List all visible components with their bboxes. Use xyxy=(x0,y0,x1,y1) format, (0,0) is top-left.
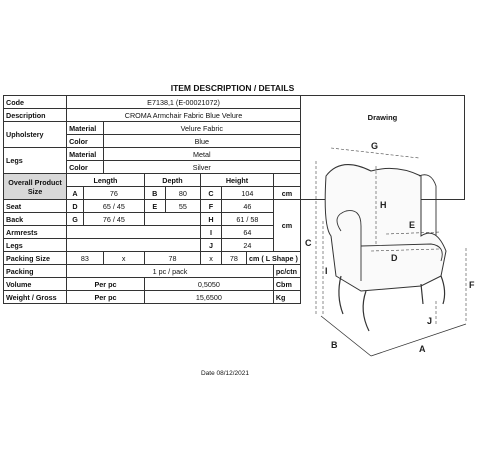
drawing-letter-e: E xyxy=(408,220,415,230)
key-f: F xyxy=(201,200,222,213)
code-value: E7138,1 (E-00021072) xyxy=(67,96,301,109)
armchair-dimension-drawing xyxy=(301,116,481,356)
upholstery-color-value: Blue xyxy=(103,135,300,148)
drawing-label: Drawing xyxy=(367,113,398,122)
packing-height: 78 xyxy=(221,252,246,265)
height-header: Height xyxy=(201,174,274,187)
key-a: A xyxy=(67,187,84,200)
packing-size-unit: cm ( L Shape ) xyxy=(246,252,300,265)
key-i: I xyxy=(201,226,222,239)
upholstery-color-label: Color xyxy=(67,135,103,148)
depth-header: Depth xyxy=(144,174,200,187)
value-j: 24 xyxy=(221,239,273,252)
packing-value: 1 pc / pack xyxy=(67,265,274,278)
volume-unit: Cbm xyxy=(273,278,300,291)
weight-unit: Kg xyxy=(273,291,300,304)
weight-label: Weight / Gross xyxy=(4,291,67,304)
drawing-letter-b: B xyxy=(330,340,338,350)
overall-size-label: Overall Product Size xyxy=(4,174,67,200)
drawing-letter-d: D xyxy=(390,253,398,263)
seat-label: Seat xyxy=(4,200,67,213)
key-b: B xyxy=(144,187,165,200)
key-c: C xyxy=(201,187,222,200)
value-g: 76 / 45 xyxy=(83,213,144,226)
drawing-letter-g: G xyxy=(370,141,378,151)
value-b: 80 xyxy=(165,187,200,200)
value-d: 65 / 45 xyxy=(83,200,144,213)
legs-material-value: Metal xyxy=(103,148,300,161)
value-e: 55 xyxy=(165,200,200,213)
back-label: Back xyxy=(4,213,67,226)
legs-material-label: Material xyxy=(67,148,103,161)
upholstery-material-value: Velure Fabric xyxy=(103,122,300,135)
unit-cm-overall: cm xyxy=(273,187,300,200)
volume-label: Volume xyxy=(4,278,67,291)
sheet-title: ITEM DESCRIPTION / DETAILS xyxy=(170,83,295,93)
blank-cell xyxy=(67,239,201,252)
value-a: 76 xyxy=(83,187,144,200)
drawing-letter-j: J xyxy=(426,316,432,326)
legs-dim-label: Legs xyxy=(4,239,67,252)
blank-cell xyxy=(67,226,201,239)
upholstery-label: Upholstery xyxy=(4,122,67,148)
legs-color-label: Color xyxy=(67,161,103,174)
packing-label: Packing xyxy=(4,265,67,278)
length-header: Length xyxy=(67,174,145,187)
key-e: E xyxy=(144,200,165,213)
value-i: 64 xyxy=(221,226,273,239)
weight-per-pc: Per pc xyxy=(67,291,145,304)
volume-per-pc: Per pc xyxy=(67,278,145,291)
legs-label: Legs xyxy=(4,148,67,174)
armrests-label: Armrests xyxy=(4,226,67,239)
upholstery-material-label: Material xyxy=(67,122,103,135)
value-c: 104 xyxy=(221,187,273,200)
drawing-letter-c: C xyxy=(304,238,312,248)
drawing-panel xyxy=(300,96,475,354)
packing-length: 83 xyxy=(67,252,103,265)
packing-width: 78 xyxy=(144,252,200,265)
key-d: D xyxy=(67,200,84,213)
document-date: Date 08/12/2021 xyxy=(200,370,250,377)
drawing-letter-h: H xyxy=(379,200,387,210)
packing-x2: x xyxy=(201,252,222,265)
chair-outline xyxy=(325,165,446,291)
weight-value: 15,6500 xyxy=(144,291,273,304)
description-value: CROMA Armchair Fabric Blue Velure xyxy=(67,109,301,122)
unit-cm-parts: cm xyxy=(273,200,300,252)
key-j: J xyxy=(201,239,222,252)
description-label: Description xyxy=(4,109,67,122)
value-f: 46 xyxy=(221,200,273,213)
blank-cell xyxy=(273,174,300,187)
spec-table xyxy=(3,95,475,354)
key-g: G xyxy=(67,213,84,226)
row-code xyxy=(4,96,465,109)
volume-value: 0,5050 xyxy=(144,278,273,291)
legs-color-value: Silver xyxy=(103,161,300,174)
drawing-letter-f: F xyxy=(468,280,475,290)
drawing-letter-i: I xyxy=(324,266,328,276)
key-h: H xyxy=(201,213,222,226)
code-label: Code xyxy=(4,96,67,109)
drawing-letter-a: A xyxy=(418,344,426,354)
blank-cell xyxy=(144,213,200,226)
packing-size-label: Packing Size xyxy=(4,252,67,265)
packing-unit: pc/ctn xyxy=(273,265,300,278)
packing-x1: x xyxy=(103,252,144,265)
value-h: 61 / 58 xyxy=(221,213,273,226)
